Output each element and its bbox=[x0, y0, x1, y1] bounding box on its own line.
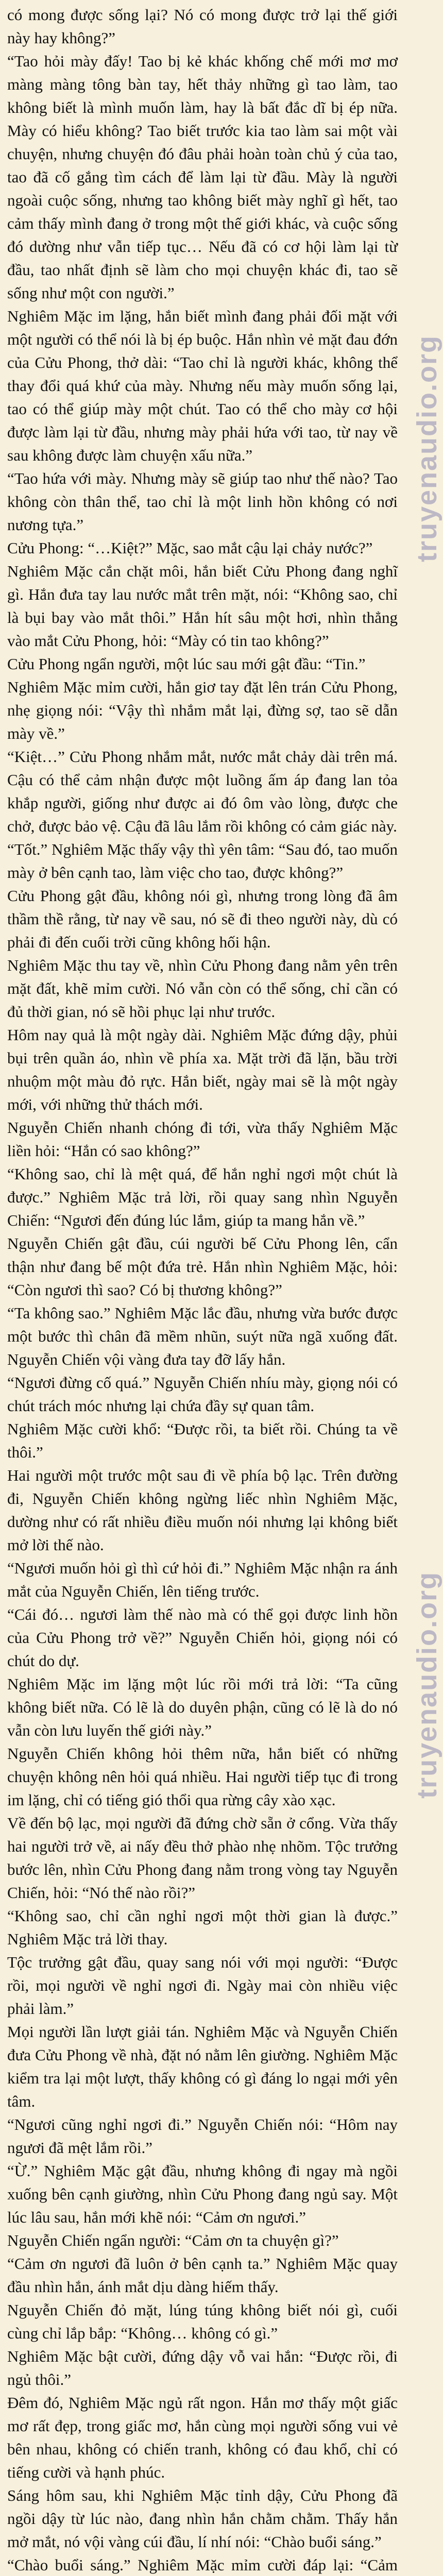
story-paragraph: “Không sao, chỉ là mệt quá, để hắn nghỉ ngơi một chút là được.” Nghiêm Mặc trả lời, rồi quay sang nhìn Nguyễn Chiến: “Ngươi đến đúng lúc lắm, giúp ta mang hắn về.” bbox=[7, 1165, 398, 1229]
story-paragraph: Hai người một trước một sau đi về phía bộ lạc. Trên đường đi, Nguyễn Chiến không ngừng liếc nhìn Nghiêm Mặc, dường như có rất nhiều điều muốn nói nhưng lại không biết mở lời thế nào. bbox=[7, 1466, 398, 1554]
story-paragraph: Nguyễn Chiến gật đầu, cúi người bế Cửu Phong lên, cẩn thận như đang bế một đứa trẻ. Hắn nhìn Nghiêm Mặc, hỏi: “Còn ngươi thì sao? Có bị thương không?” bbox=[7, 1234, 398, 1299]
story-paragraph: Nghiêm Mặc im lặng một lúc rồi mới trả lời: “Ta cũng không biết nữa. Có lẽ là do duyên phận, cũng có lẽ là do nó vẫn còn lưu luyến thế giới này.” bbox=[7, 1675, 398, 1739]
story-paragraph: “Ngươi muốn hỏi gì thì cứ hỏi đi.” Nghiêm Mặc nhận ra ánh mắt của Nguyễn Chiến, lên tiếng trước. bbox=[7, 1559, 398, 1600]
story-paragraph: “Cảm ơn ngươi đã luôn ở bên cạnh ta.” Nghiêm Mặc quay đầu nhìn hắn, ánh mắt dịu dàng hiếm thấy. bbox=[7, 2255, 398, 2296]
story-paragraph: Về đến bộ lạc, mọi người đã đứng chờ sẵn ở cổng. Vừa thấy hai người trở về, ai nấy đều thở phào nhẹ nhõm. Tộc trưởng bước lên, nhìn Cửu Phong đang nằm trong vòng tay Nguyễn Chiến, hỏi: “Nó thế nào rồi?” bbox=[7, 1814, 398, 1902]
story-paragraph: “Ừ.” Nghiêm Mặc gật đầu, nhưng không đi ngay mà ngồi xuống bên cạnh giường, nhìn Cửu Phong đang ngủ say. Một lúc lâu sau, hắn mới khẽ nói: “Cảm ơn ngươi.” bbox=[7, 2162, 398, 2226]
site-watermark: truyenaudio.org bbox=[412, 1571, 442, 1799]
story-paragraph: Nghiêm Mặc cười khổ: “Được rồi, ta biết rồi. Chúng ta về thôi.” bbox=[7, 1420, 398, 1461]
story-paragraph: “Tốt.” Nghiêm Mặc thấy vậy thì yên tâm: “Sau đó, tao muốn mày ở bên cạnh tao, làm việc cho tao, được không?” bbox=[7, 840, 398, 882]
story-paragraph: Cửu Phong: “…Kiệt?” Mặc, sao mắt cậu lại chảy nước?” bbox=[7, 539, 373, 557]
story-paragraph: Cửu Phong gật đầu, không nói gì, nhưng trong lòng đã âm thầm thề rằng, từ nay về sau, nó sẽ đi theo người này, dù có phải đi đến cuối trời cũng không hối hận. bbox=[7, 887, 398, 951]
story-paragraph: có mong được sống lại? Nó có mong được trở lại thế giới này hay không?” bbox=[7, 6, 398, 47]
story-paragraph: “Ngươi đừng cố quá.” Nguyễn Chiến nhíu mày, giọng nói có chút trách móc nhưng lại chứa đầy sự quan tâm. bbox=[7, 1374, 398, 1415]
story-paragraph: “Tao hỏi mày đấy! Tao bị kẻ khác khống chế mới mơ mơ màng màng tông bàn tay, hết thảy những gì tao làm, tao không biết là mình muốn làm, hay là bất đắc dĩ bị ép nữa. Mày có hiểu không? Tao biết trước kia tao làm sai một vài chuyện, nhưng chuyện đó đâu phải hoàn toàn chủ ý của tao, tao đã cố gắng tìm cách để làm lại từ đầu. Mày là người ngoài cuộc sống, nhưng tao không biết mày nghĩ gì hết, tao cảm thấy mình đang ở trong một thế giới khác, và cuộc sống đó dường như vẫn tiếp tục… Nếu đã có cơ hội làm lại từ đầu, tao nhất định sẽ làm cho mọi chuyện khác đi, tao sẽ sống như một con người.” bbox=[7, 52, 398, 302]
story-paragraph: Tộc trưởng gật đầu, quay sang nói với mọi người: “Được rồi, mọi người về nghỉ ngơi đi. Ngày mai còn nhiều việc phải làm.” bbox=[7, 1953, 398, 2018]
story-paragraph: “Chào buổi sáng.” Nghiêm Mặc mỉm cười đáp lại: “Cảm bbox=[7, 2556, 398, 2574]
story-paragraph: Nghiêm Mặc mỉm cười, hắn giơ tay đặt lên trán Cửu Phong, nhẹ giọng nói: “Vậy thì nhắm mắt lại, đừng sợ, tao sẽ dẫn mày về.” bbox=[7, 678, 398, 742]
story-paragraph: “Ta không sao.” Nghiêm Mặc lắc đầu, nhưng vừa bước được một bước thì chân đã mềm nhũn, suýt nữa ngã xuống đất. Nguyễn Chiến vội vàng đưa tay đỡ lấy hắn. bbox=[7, 1304, 398, 1368]
story-paragraph: Nghiêm Mặc bật cười, đứng dậy vỗ vai hắn: “Được rồi, đi ngủ thôi.” bbox=[7, 2347, 398, 2388]
story-paragraph: “Tao hứa với mày. Nhưng mày sẽ giúp tao như thế nào? Tao không còn thân thể, tao chỉ là một linh hồn không có nơi nương tựa.” bbox=[7, 469, 398, 534]
story-paragraph: Nghiêm Mặc im lặng, hắn biết mình đang phải đối mặt với một người có thể nói là bị ép buộc. Hắn nhìn vẻ mặt đau đớn của Cửu Phong, thở dài: “Tao chỉ là người khác, không thể thay đổi quá khứ của mày. Nhưng nếu mày muốn sống lại, tao có thể giúp mày một chút. Tao có thể cho mày cơ hội được làm lại từ đầu, nhưng mày phải hứa với tao, từ nay về sau không được làm chuyện xấu nữa.” bbox=[7, 307, 398, 464]
story-paragraph: Nguyễn Chiến ngẩn người: “Cảm ơn ta chuyện gì?” bbox=[7, 2231, 339, 2249]
story-paragraph: “Không sao, chỉ cần nghỉ ngơi một thời gian là được.” Nghiêm Mặc trả lời thay. bbox=[7, 1907, 398, 1948]
site-watermark: truyenaudio.org bbox=[412, 335, 442, 563]
story-paragraph: “Kiệt…” Cửu Phong nhắm mắt, nước mắt chảy dài trên má. Cậu có thể cảm nhận được một luồng ấm áp đang lan tỏa khắp người, giống như được ai đó ôm vào lòng, được che chở, được bảo vệ. Cậu đã lâu lắm rồi không có cảm giác này. bbox=[7, 748, 398, 835]
story-paragraph: Nghiêm Mặc cắn chặt môi, hắn biết Cửu Phong đang nghĩ gì. Hắn đưa tay lau nước mắt trên mặt, nói: “Không sao, chỉ là bụi bay vào mắt thôi.” Hắn hít sâu một hơi, nhìn thẳng vào mắt Cửu Phong, hỏi: “Mày có tin tao không?” bbox=[7, 562, 398, 650]
story-paragraph: Nghiêm Mặc thu tay về, nhìn Cửu Phong đang nằm yên trên mặt đất, khẽ mỉm cười. Nó vẫn còn có thể sống, chỉ cần có đủ thời gian, nó sẽ hồi phục lại như trước. bbox=[7, 956, 398, 1021]
story-paragraph: Cửu Phong ngẩn người, một lúc sau mới gật đầu: “Tin.” bbox=[7, 655, 366, 673]
story-paragraph: “Ngươi cũng nghỉ ngơi đi.” Nguyễn Chiến nói: “Hôm nay ngươi đã mệt lắm rồi.” bbox=[7, 2115, 398, 2157]
story-paragraph: Nguyễn Chiến không hỏi thêm nữa, hắn biết có những chuyện không nên hỏi quá nhiều. Hai người tiếp tục đi trong im lặng, chỉ có tiếng gió thổi qua rừng cây xào xạc. bbox=[7, 1744, 398, 1809]
story-paragraph: Hôm nay quả là một ngày dài. Nghiêm Mặc đứng dậy, phủi bụi trên quần áo, nhìn về phía xa. Mặt trời đã lặn, bầu trời nhuộm một màu đỏ rực. Hắn biết, ngày mai sẽ là một ngày mới, với những thử thách mới. bbox=[7, 1026, 398, 1113]
story-paragraph: Sáng hôm sau, khi Nghiêm Mặc tỉnh dậy, Cửu Phong đã ngồi dậy từ lúc nào, đang nhìn hắn chằm chằm. Thấy hắn mở mắt, nó vội vàng cúi đầu, lí nhí nói: “Chào buổi sáng.” bbox=[7, 2486, 398, 2551]
story-paragraph: Đêm đó, Nghiêm Mặc ngủ rất ngon. Hắn mơ thấy một giấc mơ rất đẹp, trong giấc mơ, hắn cùng mọi người sống vui vẻ bên nhau, không có chiến tranh, không có đau khổ, chỉ có tiếng cười và hạnh phúc. bbox=[7, 2394, 398, 2481]
story-text bbox=[7, 3, 398, 2576]
story-paragraph: Nguyễn Chiến đỏ mặt, lúng túng không biết nói gì, cuối cùng chỉ lắp bắp: “Không… không có gì.” bbox=[7, 2301, 398, 2342]
story-paragraph: Nguyễn Chiến nhanh chóng đi tới, vừa thấy Nghiêm Mặc liền hỏi: “Hắn có sao không?” bbox=[7, 1118, 398, 1160]
story-paragraph: “Cái đó… ngươi làm thế nào mà có thể gọi được linh hồn của Cửu Phong trở về?” Nguyễn Chiến hỏi, giọng nói có chút do dự. bbox=[7, 1605, 398, 1670]
story-paragraph: Mọi người lần lượt giải tán. Nghiêm Mặc và Nguyễn Chiến đưa Cửu Phong về nhà, đặt nó nằm lên giường. Nghiêm Mặc kiểm tra lại một lượt, thấy không có gì đáng lo ngại mới yên tâm. bbox=[7, 2023, 398, 2110]
